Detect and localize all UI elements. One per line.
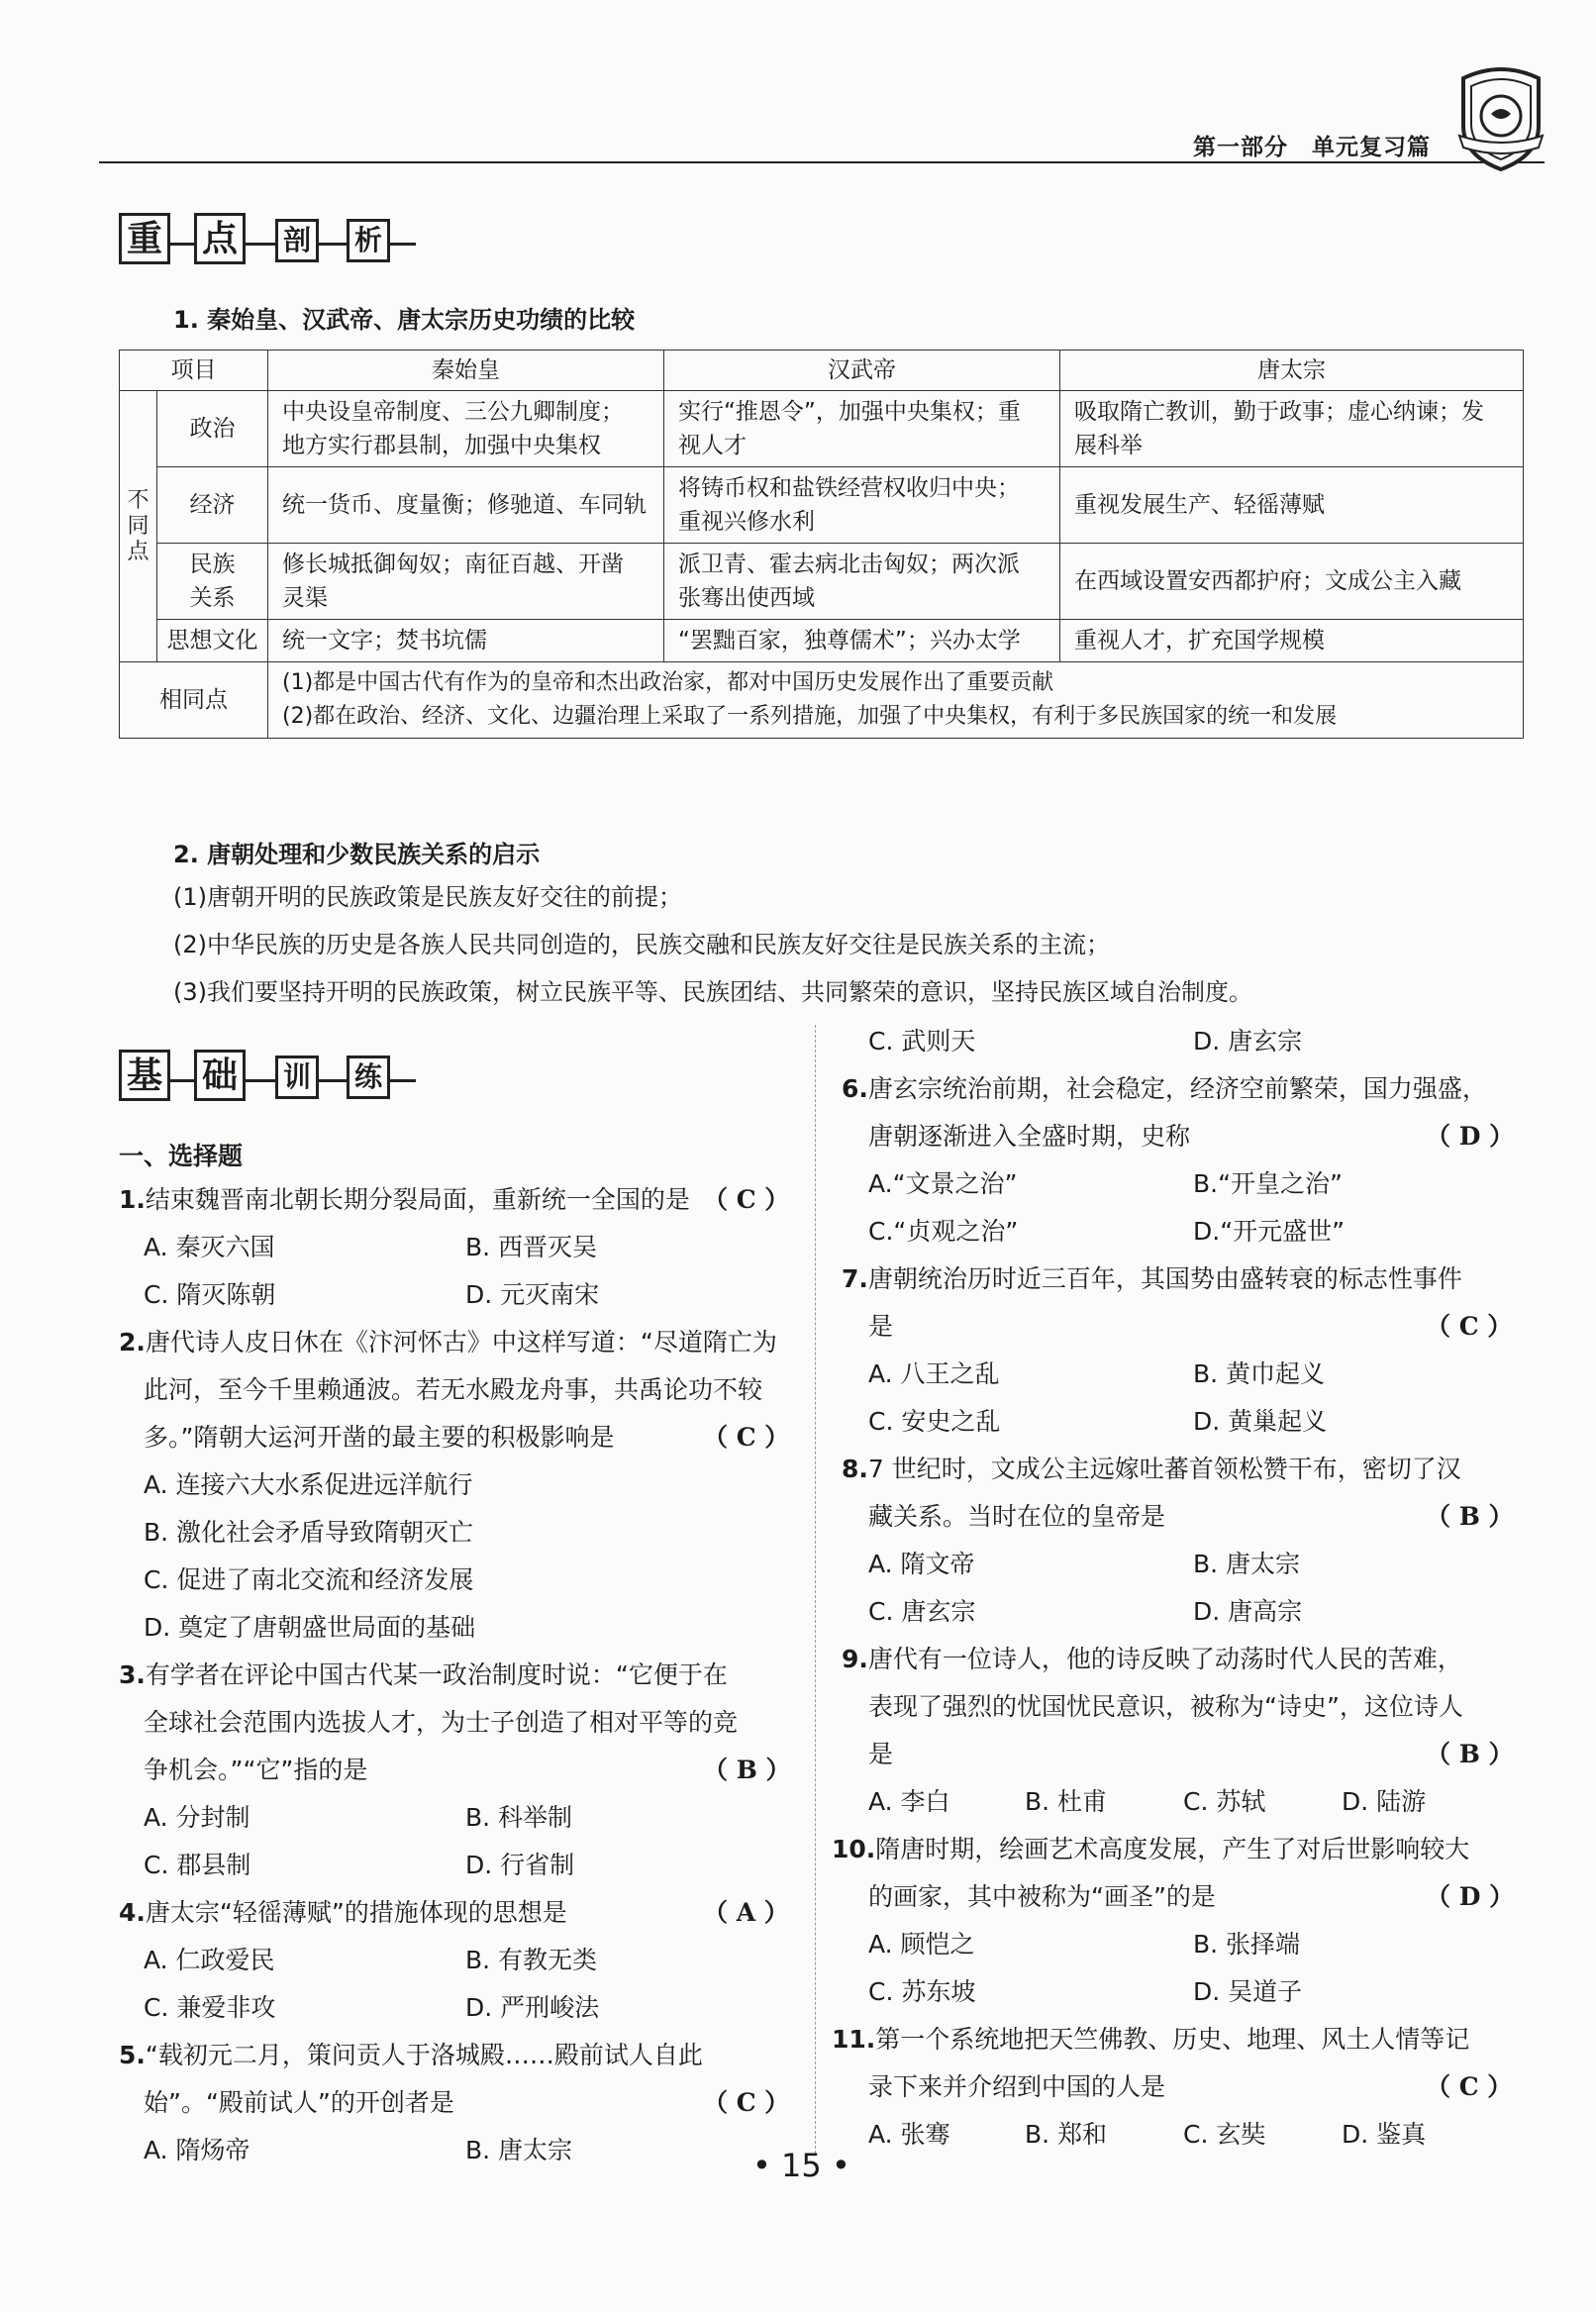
answer: （ B ） bbox=[703, 1756, 791, 1784]
cell-line: 重视发展生产、轻徭薄赋 bbox=[1074, 492, 1325, 518]
option: B. 杜甫 bbox=[1025, 1787, 1108, 1816]
option: B. 唐太宗 bbox=[465, 2136, 573, 2164]
stem-line: 第一个系统地把天竺佛教、历史、地理、风土人情等记 bbox=[875, 2025, 1470, 2054]
inspiration-item: (2)中华民族的历史是各族人民共同创造的，民族交融和民族友好交往是民族关系的主流； bbox=[173, 931, 1110, 958]
question-stem bbox=[842, 1259, 1462, 1295]
question-stem bbox=[119, 1180, 690, 1216]
stem-line: 始”。“殿前试人”的开创者是 bbox=[144, 2088, 454, 2117]
group-label: 不同点 bbox=[127, 487, 150, 564]
table-row bbox=[120, 391, 1524, 467]
header-cell: 唐太宗 bbox=[1060, 351, 1524, 391]
aspect-cell: 思想文化 bbox=[157, 620, 268, 662]
question-stem bbox=[119, 1656, 728, 1691]
inspiration-item: (1)唐朝开明的民族政策是民族友好交往的前提； bbox=[173, 883, 682, 911]
school-crest-logo bbox=[1455, 64, 1546, 173]
option: B. 唐太宗 bbox=[1193, 1550, 1301, 1578]
option: C. 唐玄宗 bbox=[868, 1597, 976, 1626]
question-stem bbox=[842, 1450, 1461, 1485]
banner-char: 点 bbox=[194, 213, 246, 264]
table-cell bbox=[664, 467, 1060, 544]
answer: （ C ） bbox=[703, 1185, 790, 1214]
stem-line: 此河，至今千里赖通波。若无水殿龙舟事，共禹论功不较 bbox=[144, 1375, 763, 1404]
stem-line: 唐代诗人皮日休在《汴河怀古》中这样写道：“尽道隋亡为 bbox=[145, 1328, 777, 1357]
stem-line: 唐代有一位诗人，他的诗反映了动荡时代人民的苦难， bbox=[867, 1645, 1462, 1673]
option: B.“开皇之治” bbox=[1193, 1169, 1344, 1198]
question-number: 2. bbox=[119, 1328, 146, 1357]
question-stem bbox=[119, 2036, 703, 2071]
header-cell: 项目 bbox=[120, 351, 268, 391]
cell-line: 派卫青、霍去病北击匈奴；两次派 bbox=[678, 552, 1020, 577]
option: D.“开元盛世” bbox=[1193, 1217, 1346, 1246]
question-number: 1. bbox=[119, 1185, 146, 1214]
option: B. 激化社会矛盾导致隋朝灭亡 bbox=[144, 1518, 474, 1547]
stem-line: 结束魏晋南北朝长期分裂局面，重新统一全国的是 bbox=[145, 1185, 690, 1214]
option: A. 分封制 bbox=[144, 1803, 250, 1832]
cell-line: 吸取隋亡教训，勤于政事；虚心纳谏；发 bbox=[1074, 399, 1484, 425]
table-row bbox=[120, 620, 1524, 662]
banner-char: 剖 bbox=[275, 219, 319, 262]
option: C. 苏东坡 bbox=[868, 1977, 976, 2006]
option: B. 西晋灭吴 bbox=[465, 1233, 598, 1261]
answer: （ C ） bbox=[703, 2088, 790, 2117]
option: D. 行省制 bbox=[465, 1851, 575, 1879]
table-cell bbox=[664, 544, 1060, 620]
same-label-cell: 相同点 bbox=[120, 662, 268, 739]
banner-char: 训 bbox=[275, 1055, 319, 1099]
banner-char: 础 bbox=[194, 1050, 246, 1101]
comparison-table bbox=[119, 350, 1524, 739]
stem-line: 争机会。”“它”指的是 bbox=[144, 1756, 368, 1784]
question-stem bbox=[119, 1323, 777, 1358]
option: A. 连接六大水系促进远洋航行 bbox=[144, 1470, 473, 1499]
cell-line: 统一货币、度量衡；修驰道、车同轨 bbox=[282, 492, 647, 518]
option: C. 兼爱非攻 bbox=[144, 1993, 276, 2022]
banner-char: 练 bbox=[347, 1055, 390, 1099]
option: D. 唐高宗 bbox=[1193, 1597, 1303, 1626]
question-stem bbox=[832, 2020, 1469, 2056]
answer: （ D ） bbox=[1426, 1122, 1515, 1151]
question-number: 9. bbox=[842, 1645, 868, 1673]
question-stem bbox=[832, 1830, 1469, 1865]
option: B. 郑和 bbox=[1025, 2120, 1108, 2149]
answer: （ D ） bbox=[1426, 1882, 1515, 1911]
stem-line: 有学者在评论中国古代某一政治制度时说：“它便于在 bbox=[145, 1660, 728, 1689]
table-header-row bbox=[120, 351, 1524, 391]
option: C. 玄奘 bbox=[1183, 2120, 1266, 2149]
cell-line: “罢黜百家，独尊儒术”；兴办太学 bbox=[678, 628, 1021, 653]
option: C. 促进了南北交流和经济发展 bbox=[144, 1565, 474, 1594]
question-stem bbox=[119, 1893, 567, 1929]
question-stem bbox=[842, 1640, 1462, 1675]
inspiration-title: 2. 唐朝处理和少数民族关系的启示 bbox=[173, 841, 541, 868]
option: B. 有教无类 bbox=[465, 1946, 598, 1974]
stem-line: 录下来并介绍到中国的人是 bbox=[868, 2072, 1166, 2101]
header-section-title: 第一部分 单元复习篇 bbox=[1193, 135, 1431, 160]
table-cell bbox=[1060, 467, 1524, 544]
option: A. 秦灭六国 bbox=[144, 1233, 275, 1261]
table-cell bbox=[268, 391, 664, 467]
column-divider bbox=[815, 1025, 816, 2154]
question-number: 10. bbox=[832, 1835, 876, 1863]
option: A. 李白 bbox=[868, 1787, 950, 1816]
cell-line: 在西域设置安西都护府；文成公主入藏 bbox=[1074, 568, 1461, 594]
option: C.“贞观之治” bbox=[868, 1217, 1019, 1246]
stem-line: 隋唐时期，绘画艺术高度发展，产生了对后世影响较大 bbox=[875, 1835, 1470, 1863]
aspect-cell: 经济 bbox=[157, 467, 268, 544]
cell-line: 地方实行郡县制，加强中央集权 bbox=[282, 433, 601, 458]
banner-char: 析 bbox=[347, 219, 390, 262]
option: C. 安史之乱 bbox=[868, 1407, 1001, 1436]
cell-line: (1)都是中国古代有作为的皇帝和杰出政治家，都对中国历史发展作出了重要贡献 bbox=[282, 670, 1054, 695]
answer: （ B ） bbox=[1426, 1502, 1514, 1531]
table-row bbox=[120, 544, 1524, 620]
answer: （ A ） bbox=[703, 1898, 789, 1927]
option: D. 唐玄宗 bbox=[1193, 1027, 1303, 1055]
table-cell bbox=[268, 620, 664, 662]
exercise-section-title: 一、选择题 bbox=[119, 1142, 244, 1170]
cell-line: 统一文字；焚书坑儒 bbox=[282, 628, 487, 653]
stem-line: 全球社会范围内选拔人才，为士子创造了相对平等的竞 bbox=[144, 1708, 739, 1737]
stem-line: 唐玄宗统治前期，社会稳定，经济空前繁荣，国力强盛， bbox=[867, 1074, 1487, 1103]
table-row bbox=[120, 662, 1524, 739]
table-row bbox=[120, 467, 1524, 544]
question-number: 11. bbox=[832, 2025, 876, 2054]
option: D. 鉴真 bbox=[1342, 2120, 1427, 2149]
option: B. 张择端 bbox=[1193, 1930, 1301, 1959]
option: A. 八王之乱 bbox=[868, 1359, 1000, 1388]
section-banner-basic-training bbox=[119, 1050, 416, 1109]
stem-line: 是 bbox=[868, 1740, 894, 1768]
section-banner-key-analysis bbox=[119, 213, 416, 272]
header-cell: 汉武帝 bbox=[664, 351, 1060, 391]
cell-line: 将铸币权和盐铁经营权收归中央； bbox=[678, 475, 1020, 501]
option: A. 仁政爱民 bbox=[144, 1946, 275, 1974]
stem-line: 表现了强烈的忧国忧民意识，被称为“诗史”，这位诗人 bbox=[868, 1692, 1463, 1721]
option: D. 严刑峻法 bbox=[465, 1993, 600, 2022]
option: D. 黄巢起义 bbox=[1193, 1407, 1328, 1436]
cell-line: 张骞出使西域 bbox=[678, 585, 815, 611]
answer: （ B ） bbox=[1426, 1740, 1514, 1768]
option: D. 元灭南宋 bbox=[465, 1280, 600, 1309]
stem-line: 是 bbox=[868, 1312, 894, 1341]
banner-char: 重 bbox=[119, 213, 170, 264]
question-number: 4. bbox=[119, 1898, 146, 1927]
option: A. 隋炀帝 bbox=[144, 2136, 250, 2164]
aspect-cell bbox=[157, 544, 268, 620]
stem-line: 的画家，其中被称为“画圣”的是 bbox=[868, 1882, 1216, 1911]
option: D. 吴道子 bbox=[1193, 1977, 1303, 2006]
table-cell bbox=[268, 467, 664, 544]
question-number: 3. bbox=[119, 1660, 146, 1689]
cell-line: 中央设皇帝制度、三公九卿制度； bbox=[282, 399, 624, 425]
aspect-line: 民族 bbox=[189, 552, 236, 577]
cell-line: 重视兴修水利 bbox=[678, 509, 815, 535]
option: B. 黄巾起义 bbox=[1193, 1359, 1326, 1388]
question-stem bbox=[842, 1069, 1487, 1105]
cell-line: (2)都在政治、经济、文化、边疆治理上采取了一系列措施，加强了中央集权，有利于多民族国家的统一和发展 bbox=[282, 704, 1338, 729]
stem-line: 藏关系。当时在位的皇帝是 bbox=[868, 1502, 1166, 1531]
page-number: • 15 • bbox=[752, 2147, 850, 2184]
table-title: 1. 秦始皇、汉武帝、唐太宗历史功绩的比较 bbox=[173, 306, 636, 334]
option: C. 苏轼 bbox=[1183, 1787, 1266, 1816]
stem-line: 唐太宗“轻徭薄赋”的措施体现的思想是 bbox=[145, 1898, 567, 1927]
cell-line: 展科举 bbox=[1074, 433, 1143, 458]
group-label-cell bbox=[120, 391, 157, 662]
inspiration-item: (3)我们要坚持开明的民族政策，树立民族平等、民族团结、共同繁荣的意识，坚持民族区域自治制度。 bbox=[173, 978, 1252, 1006]
option: C. 武则天 bbox=[868, 1027, 976, 1055]
option: A. 隋文帝 bbox=[868, 1550, 975, 1578]
same-points-cell bbox=[268, 662, 1524, 739]
cell-line: 视人才 bbox=[678, 433, 747, 458]
cell-line: 灵渠 bbox=[282, 585, 328, 611]
table-cell bbox=[1060, 391, 1524, 467]
option: B. 科举制 bbox=[465, 1803, 573, 1832]
question-number: 5. bbox=[119, 2041, 146, 2069]
header-rule bbox=[99, 161, 1545, 163]
cell-line: 修长城抵御匈奴；南征百越、开凿 bbox=[282, 552, 624, 577]
table-cell bbox=[664, 391, 1060, 467]
stem-line: 多。”隋朝大运河开凿的最主要的积极影响是 bbox=[144, 1423, 615, 1452]
answer: （ C ） bbox=[703, 1423, 790, 1452]
table-cell bbox=[1060, 544, 1524, 620]
stem-line: “载初元二月，策问贡人于洛城殿……殿前试人自此 bbox=[145, 2041, 703, 2069]
option: C. 郡县制 bbox=[144, 1851, 251, 1879]
answer: （ C ） bbox=[1426, 2072, 1513, 2101]
question-number: 7. bbox=[842, 1264, 868, 1293]
cell-line: 实行“推恩令”，加强中央集权；重 bbox=[678, 399, 1021, 425]
question-number: 6. bbox=[842, 1074, 868, 1103]
cell-line: 重视人才，扩充国学规模 bbox=[1074, 628, 1325, 653]
question-number: 8. bbox=[842, 1455, 868, 1483]
aspect-line: 关系 bbox=[189, 585, 236, 611]
option: A.“文景之治” bbox=[868, 1169, 1018, 1198]
table-cell bbox=[664, 620, 1060, 662]
option: D. 奠定了唐朝盛世局面的基础 bbox=[144, 1613, 476, 1642]
option: D. 陆游 bbox=[1342, 1787, 1427, 1816]
table-cell bbox=[1060, 620, 1524, 662]
option: A. 顾恺之 bbox=[868, 1930, 975, 1959]
stem-line: 唐朝统治历时近三百年，其国势由盛转衰的标志性事件 bbox=[867, 1264, 1462, 1293]
banner-char: 基 bbox=[119, 1050, 170, 1101]
option: A. 张骞 bbox=[868, 2120, 950, 2149]
option: C. 隋灭陈朝 bbox=[144, 1280, 276, 1309]
stem-line: 唐朝逐渐进入全盛时期，史称 bbox=[868, 1122, 1191, 1151]
table-cell bbox=[268, 544, 664, 620]
header-cell: 秦始皇 bbox=[268, 351, 664, 391]
stem-line: 7 世纪时，文成公主远嫁吐蕃首领松赞干布，密切了汉 bbox=[867, 1455, 1461, 1483]
aspect-cell: 政治 bbox=[157, 391, 268, 467]
answer: （ C ） bbox=[1426, 1312, 1513, 1341]
